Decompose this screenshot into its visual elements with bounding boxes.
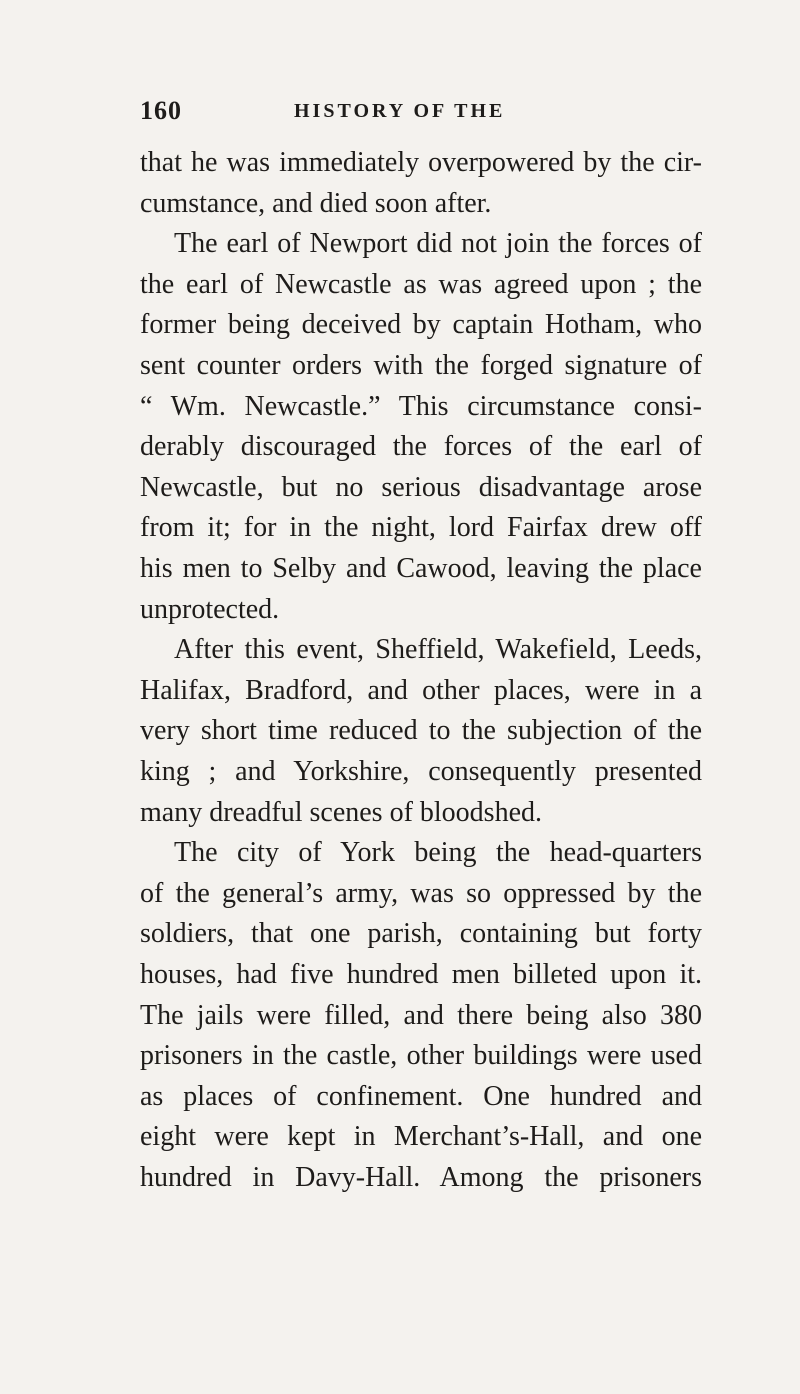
- text-line: unprotected.: [140, 594, 280, 625]
- page-header: [140, 96, 660, 132]
- text-line: houses, had five hundred men billeted upon it.: [140, 959, 702, 990]
- text-line: from it; for in the night, lord Fairfax drew off: [140, 512, 702, 543]
- text-line: his men to Selby and Cawood, leaving the place: [140, 553, 702, 584]
- text-line: derably discouraged the forces of the earl of: [140, 431, 702, 462]
- text-line: “ Wm. Newcastle.” This circumstance consi-: [140, 391, 702, 422]
- text-line: eight were kept in Merchant’s-Hall, and one: [140, 1121, 702, 1152]
- text-line: former being deceived by captain Hotham, who: [140, 309, 702, 340]
- text-line: soldiers, that one parish, containing but forty: [140, 918, 702, 949]
- text-line: The city of York being the head-quarters: [174, 837, 702, 868]
- text-line: as places of confinement. One hundred and: [140, 1081, 702, 1112]
- running-head: HISTORY OF THE: [294, 100, 506, 122]
- text-line: that he was immediately overpowered by the cir-: [140, 147, 702, 178]
- text-line: the earl of Newcastle as was agreed upon ; the: [140, 269, 702, 300]
- text-line: many dreadful scenes of bloodshed.: [140, 797, 542, 828]
- text-line: prisoners in the castle, other buildings were used: [140, 1040, 702, 1071]
- text-line: The jails were filled, and there being also 380: [140, 1000, 702, 1031]
- page-number: 160: [140, 96, 182, 125]
- text-line: hundred in Davy-Hall. Among the prisoners: [140, 1162, 702, 1193]
- text-line: king ; and Yorkshire, consequently presented: [140, 756, 702, 787]
- text-line: Halifax, Bradford, and other places, were in a: [140, 675, 702, 706]
- text-line: After this event, Sheffield, Wakefield, Leeds,: [174, 634, 702, 665]
- text-line: Newcastle, but no serious disadvantage arose: [140, 472, 702, 503]
- text-line: The earl of Newport did not join the forces of: [174, 228, 702, 259]
- text-line: sent counter orders with the forged signature of: [140, 350, 702, 381]
- text-line: very short time reduced to the subjection of the: [140, 715, 702, 746]
- text-line: of the general’s army, was so oppressed by the: [140, 878, 702, 909]
- text-line: cumstance, and died soon after.: [140, 188, 492, 219]
